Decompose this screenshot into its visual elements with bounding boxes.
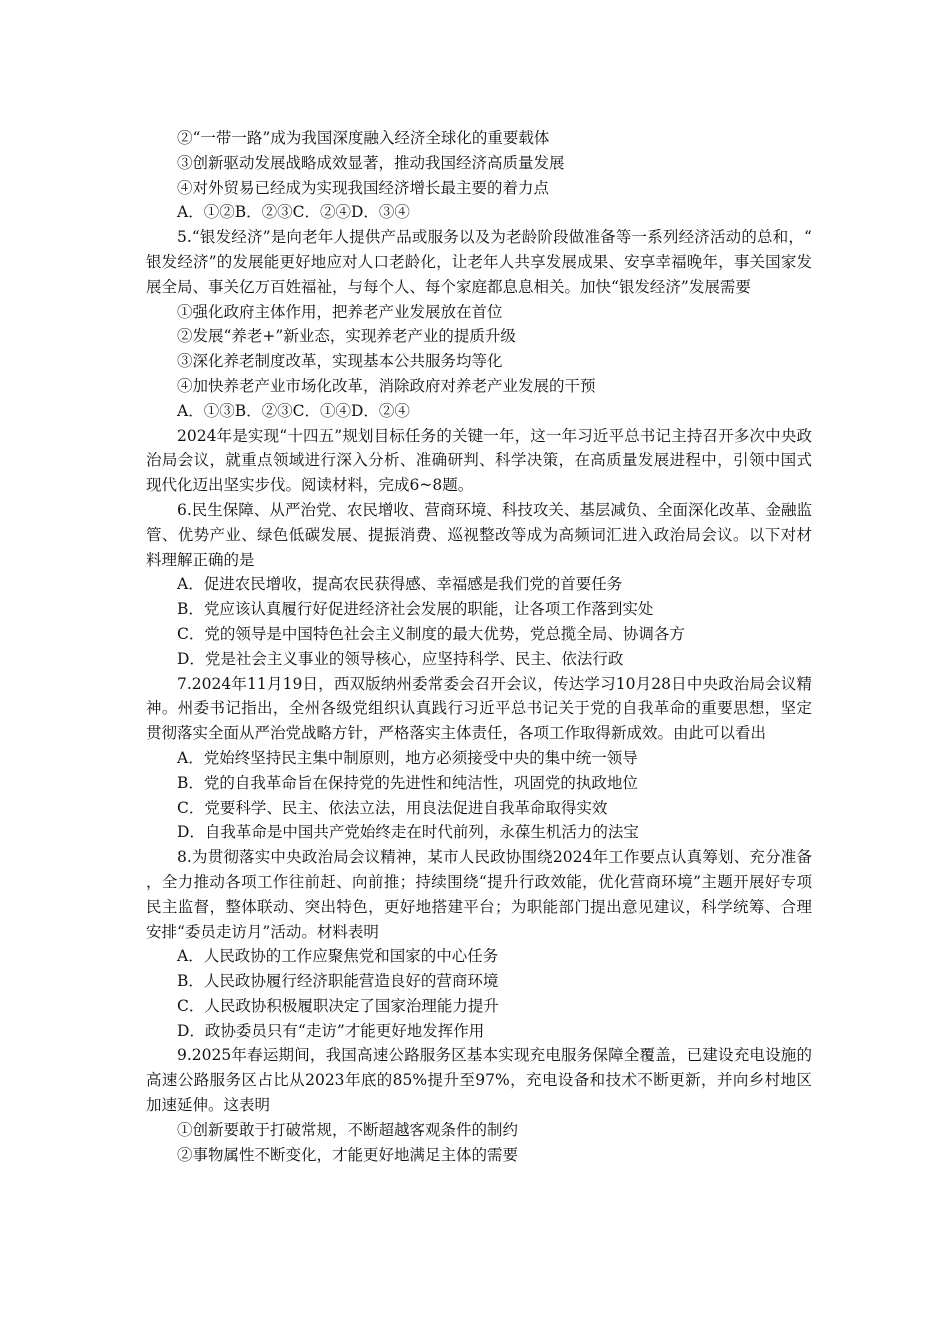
- q7-stem: 7.2024年11月19日，西双版纳州委常委会召开会议，传达学习10月28日中央政治局会议精神。州委书记指出，全州各级党组织认真践行习近平总书记关于党的自我革命的重要思想，坚定贯彻落实全面从严治党战略方针，严格落实主体责任，各项工作取得新成效。由此可以看出: [146, 674, 812, 743]
- q9-stem: 9.2025年春运期间，我国高速公路服务区基本实现充电服务保障全覆盖，已建设充电设施的高速公路服务区占比从2023年底的85%提升至97%，充电设备和技术不断更新，并向乡村地区加速延伸。这表明: [146, 1046, 812, 1115]
- reading-material: 2024年是实现“十四五”规划目标任务的关键一年，这一年习近平总书记主持召开多次中央政治局会议，就重点领域进行深入分析、准确研判、科学决策，在高质量发展进程中，引领中国式现代化迈出坚实步伐。阅读材料，完成6~8题。: [146, 426, 812, 495]
- q5-stem: 5.“银发经济”是向老年人提供产品或服务以及为老龄阶段做准备等一系列经济活动的总和，“银发经济”的发展能更好地应对人口老龄化，让老年人共享发展成果、安享幸福晚年，事关国家发展全局、事关亿万百姓福祉，与每个人、每个家庭都息息相关。加快“银发经济”发展需要: [146, 228, 812, 296]
- q4-item-2: ②“一带一路”成为我国深度融入经济全球化的重要载体: [177, 129, 550, 147]
- q5-item-1: ①强化政府主体作用，把养老产业发展放在首位: [177, 302, 503, 321]
- question-4-tail: [146, 126, 812, 225]
- q4-item-4: ④对外贸易已经成为实现我国经济增长最主要的着力点: [177, 178, 550, 197]
- q7-option-d: D．自我革命是中国共产党始终走在时代前列，永葆生机活力的法宝: [177, 823, 639, 842]
- question-6: [146, 498, 812, 672]
- q8-option-b: B．人民政协履行经济职能营造良好的营商环境: [177, 972, 499, 991]
- q4-item-3: ③创新驱动发展战略成效显著，推动我国经济高质量发展: [177, 153, 565, 172]
- q6-option-b: B．党应该认真履行好促进经济社会发展的职能，让各项工作落到实处: [177, 600, 654, 619]
- q8-stem: 8.为贯彻落实中央政治局会议精神，某市人民政协围绕2024年工作要点认真筹划、充分准备，全力推动各项工作往前赶、向前推；持续围绕“提升行政效能，优化营商环境”主题开展好专项民主监督，整体联动、突出特色，更好地搭建平台；为职能部门提出意见建议，科学统筹、合理安排“委员走访月”活动。材料表明: [146, 848, 812, 941]
- q7-option-b: B．党的自我革命旨在保持党的先进性和纯洁性，巩固党的执政地位: [177, 773, 638, 792]
- q6-option-a: A．促进农民增收，提高农民获得感、幸福感是我们党的首要任务: [177, 575, 623, 594]
- question-8: [146, 845, 812, 1043]
- question-9: [146, 1043, 812, 1167]
- q8-option-a: A．人民政协的工作应聚焦党和国家的中心任务: [177, 947, 499, 966]
- q6-option-d: D．党是社会主义事业的领导核心，应坚持科学、民主、依法行政: [177, 649, 624, 668]
- question-7: [146, 672, 812, 846]
- q6-stem: 6.民生保障、从严治党、农民增收、营商环境、科技攻关、基层减负、全面深化改革、金融监管、优势产业、绿色低碳发展、提振消费、巡视整改等成为高频词汇进入政治局会议。以下对材料理解正确的是: [146, 500, 812, 569]
- q8-option-c: C．人民政协积极履职决定了国家治理能力提升: [177, 996, 499, 1015]
- question-5: [146, 225, 812, 423]
- q9-item-1: ①创新要敢于打破常规，不断超越客观条件的制约: [177, 1120, 519, 1139]
- q7-option-c: C．党要科学、民主、依法立法，用良法促进自我革命取得实效: [177, 798, 608, 817]
- q5-item-2: ②发展“养老+”新业态，实现养老产业的提质升级: [177, 327, 516, 346]
- q6-option-c: C．党的领导是中国特色社会主义制度的最大优势，党总揽全局、协调各方: [177, 624, 685, 643]
- q8-option-d: D．政协委员只有“走访”才能更好地发挥作用: [177, 1021, 485, 1040]
- q5-item-4: ④加快养老产业市场化改革，消除政府对养老产业发展的干预: [177, 376, 596, 395]
- q7-option-a: A．党始终坚持民主集中制原则，地方必须接受中央的集中统一领导: [177, 748, 638, 767]
- q5-choices: A．①③B．②③C．①④D．②④: [177, 401, 410, 420]
- q5-item-3: ③深化养老制度改革，实现基本公共服务均等化: [177, 352, 503, 371]
- q9-item-2: ②事物属性不断变化，才能更好地满足主体的需要: [177, 1145, 519, 1164]
- q4-choices: A．①②B．②③C．②④D．③④: [177, 203, 410, 222]
- exam-page: [146, 126, 812, 1167]
